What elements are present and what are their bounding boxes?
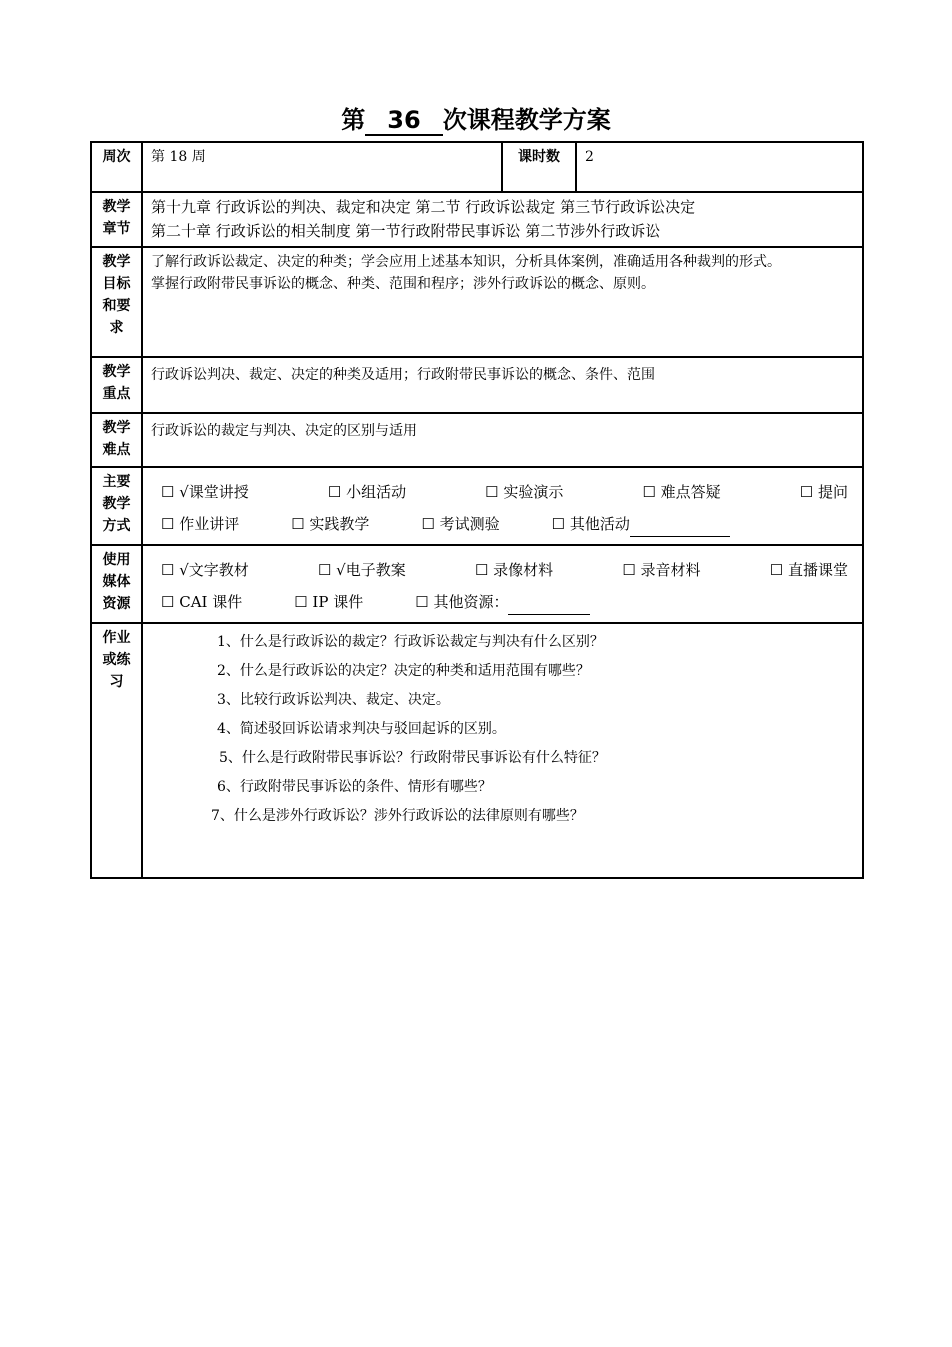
method-option[interactable]: ☐ 考试测验: [421, 515, 500, 533]
key-points-content: 行政诉讼判决、裁定、决定的种类及适用；行政附带民事诉讼的概念、条件、范围: [142, 357, 863, 413]
other-activity-blank[interactable]: [630, 520, 730, 537]
media-option[interactable]: ☐ √电子教案: [317, 561, 406, 579]
method-option[interactable]: ☐ 实践教学: [291, 515, 370, 533]
homework-item: 3、比较行政诉讼判决、裁定、决定。: [217, 692, 450, 708]
key-points-label: 教学 重点: [91, 357, 142, 413]
method-option[interactable]: ☐ 实验演示: [485, 483, 564, 501]
other-resource-blank[interactable]: [508, 598, 590, 615]
chapter-line: 第二十章 行政诉讼的相关制度 第一节行政附带民事诉讼 第二节涉外行政诉讼: [151, 222, 661, 240]
method-option[interactable]: ☐ 作业讲评: [161, 515, 240, 533]
method-option[interactable]: ☐ 难点答疑: [642, 483, 721, 501]
session-number: 36: [365, 106, 442, 136]
difficult-points-label: 教学 难点: [91, 413, 142, 467]
media-option[interactable]: ☐ CAI 课件: [161, 593, 243, 611]
media-line-2: [143, 586, 862, 618]
row-teaching-methods: [91, 467, 863, 545]
objectives-label: 教学 目标 和要 求: [91, 247, 142, 357]
method-option[interactable]: ☐ 提问: [799, 483, 848, 501]
media-option[interactable]: ☐ 录音材料: [622, 561, 701, 579]
row-week: [91, 142, 863, 192]
methods-content: [142, 467, 863, 545]
difficult-points-content: 行政诉讼的裁定与判决、决定的区别与适用: [142, 413, 863, 467]
row-media-resources: [91, 545, 863, 623]
row-difficult-points: [91, 413, 863, 467]
homework-item: 2、什么是行政诉讼的决定？决定的种类和适用范围有哪些？: [217, 663, 590, 679]
homework-item: 6、行政附带民事诉讼的条件、情形有哪些？: [217, 779, 492, 795]
media-option[interactable]: ☐ 其他资源：: [415, 593, 509, 611]
row-homework: [91, 623, 863, 878]
page-title: [0, 100, 952, 136]
title-suffix: 次课程教学方案: [442, 106, 611, 134]
objective-line: 了解行政诉讼裁定、决定的种类；学会应用上述基本知识，分析具体案例，准确适用各种裁判的形式。: [151, 254, 781, 270]
row-objectives: [91, 247, 863, 357]
title-prefix: 第: [341, 106, 366, 134]
media-option[interactable]: ☐ 直播课堂: [769, 561, 848, 579]
media-option[interactable]: ☐ 录像材料: [474, 561, 554, 579]
homework-item: 4、简述驳回诉讼请求判决与驳回起诉的区别。: [217, 721, 506, 737]
methods-label: 主要 教学 方式: [91, 467, 142, 545]
chapter-content: [142, 192, 863, 247]
homework-item: 1、什么是行政诉讼的裁定？行政诉讼裁定与判决有什么区别？: [217, 634, 604, 650]
homework-item: 5、什么是行政附带民事诉讼？行政附带民事诉讼有什么特征？: [219, 750, 606, 766]
homework-content: [142, 623, 863, 878]
methods-line-1: [143, 476, 862, 508]
media-option[interactable]: ☐ √文字教材: [161, 561, 249, 579]
method-option[interactable]: ☐ 其他活动: [551, 515, 630, 533]
lesson-plan-table: [90, 141, 864, 879]
chapter-label: 教学 章节: [91, 192, 142, 247]
chapter-line: 第十九章 行政诉讼的判决、裁定和决定 第二节 行政诉讼裁定 第三节行政诉讼决定: [151, 198, 696, 216]
media-line-1: [143, 554, 862, 586]
row-chapter: [91, 192, 863, 247]
row-key-points: [91, 357, 863, 413]
media-option[interactable]: ☐ IP 课件: [294, 593, 364, 611]
week-label: 周次: [91, 142, 142, 192]
objective-line: 掌握行政附带民事诉讼的概念、种类、范围和程序；涉外行政诉讼的概念、原则。: [151, 276, 655, 292]
hours-value: 2: [576, 142, 863, 192]
objectives-content: [142, 247, 863, 357]
week-value: 第 18 周: [142, 142, 502, 192]
homework-label: 作业 或练 习: [91, 623, 142, 878]
method-option[interactable]: ☐ √课堂讲授: [161, 483, 249, 501]
hours-label: 课时数: [502, 142, 576, 192]
homework-item: 7、什么是涉外行政诉讼？涉外行政诉讼的法律原则有哪些？: [211, 808, 584, 824]
media-label: 使用 媒体 资源: [91, 545, 142, 623]
media-content: [142, 545, 863, 623]
method-option[interactable]: ☐ 小组活动: [327, 483, 407, 501]
methods-line-2: [143, 508, 862, 540]
